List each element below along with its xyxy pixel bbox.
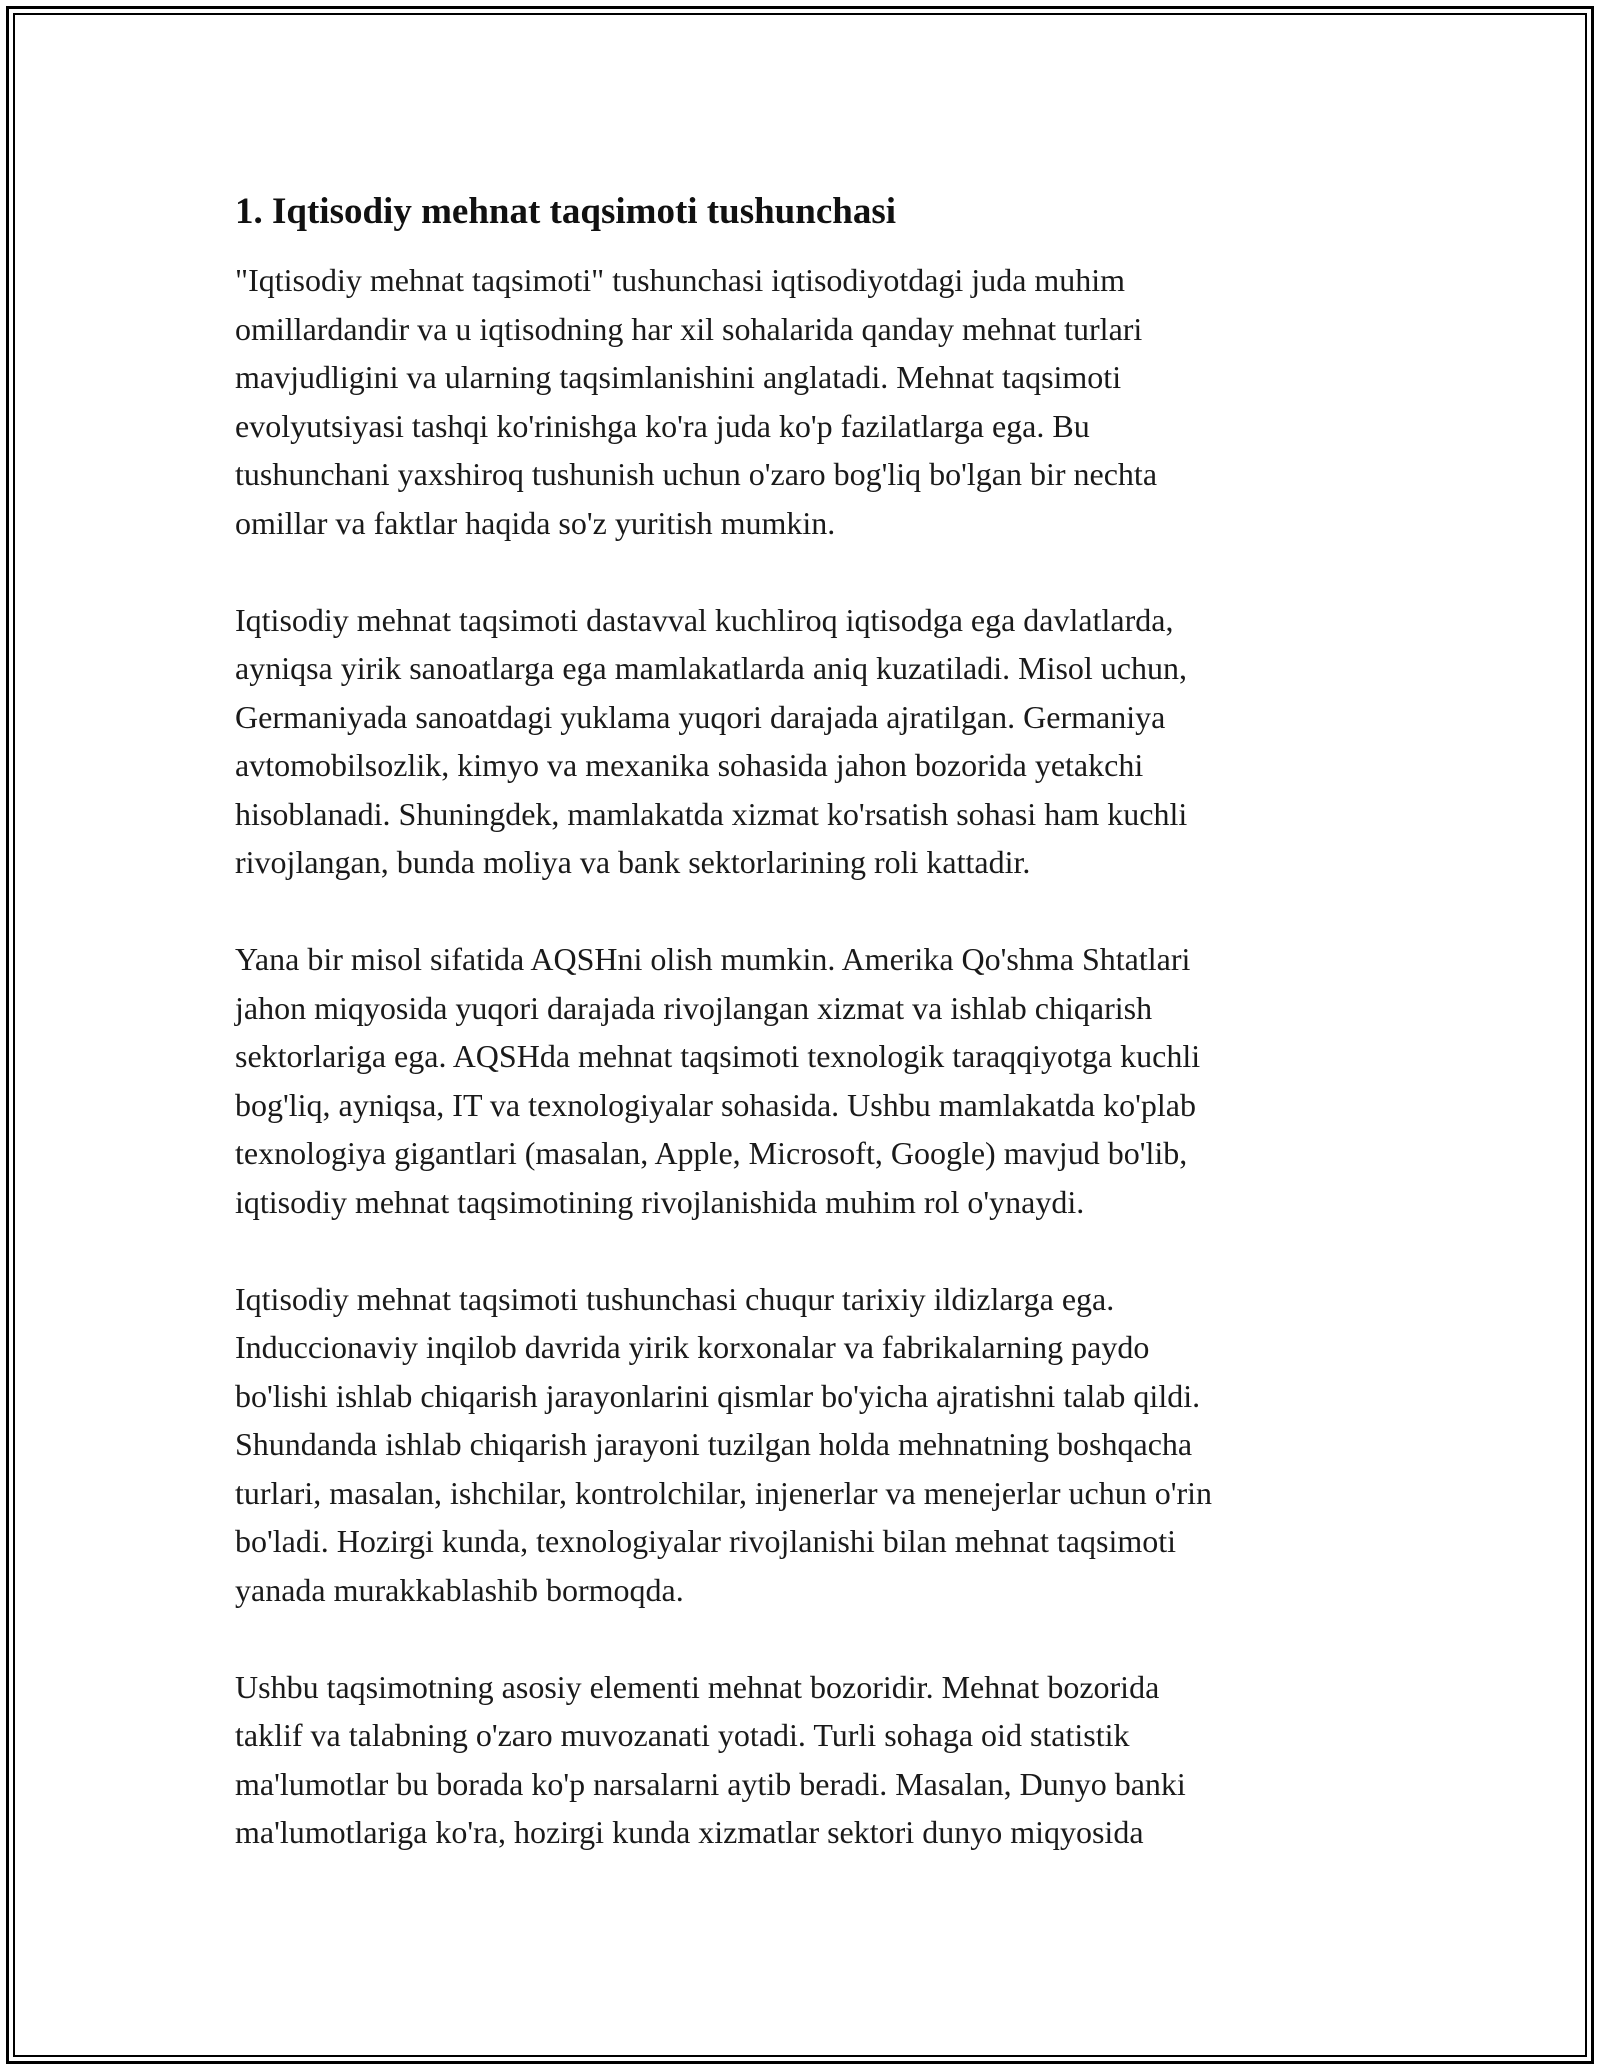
text-line: Germaniyada sanoatdagi yuklama yuqori darajada ajratilgan. Germaniya [235,698,1166,735]
text-line: turlari, masalan, ishchilar, kontrolchilar, injenerlar va menejerlar uchun o'rin [235,1474,1213,1511]
paragraph-2 [235,596,1370,887]
section-heading: 1. Iqtisodiy mehnat taqsimoti tushunchasi [235,191,897,232]
paragraph-4 [235,1275,1370,1615]
text-line: taklif va talabning o'zaro muvozanati yotadi. Turli sohaga oid statistik [235,1717,1130,1753]
text-line: ma'lumotlar bu borada ko'p narsalarni aytib beradi. Masalan, Dunyo banki [235,1765,1186,1802]
text-line: bog'liq, ayniqsa, IT va texnologiyalar sohasida. Ushbu mamlakatda ko'plab [235,1086,1196,1123]
text-line: ayniqsa yirik sanoatlarga ega mamlakatlarda aniq kuzatiladi. Misol uchun, [235,650,1187,686]
text-line: Ushbu taqsimotning asosiy elementi mehnat bozoridir. Mehnat bozorida [235,1668,1160,1705]
text-line: omillar va faktlar haqida so'z yuritish mumkin. [235,504,836,541]
text-line: Shundanda ishlab chiqarish jarayoni tuzilgan holda mehnatning boshqacha [235,1426,1193,1462]
text-line: jahon miqyosida yuqori darajada rivojlangan xizmat va ishlab chiqarish [235,989,1153,1026]
text-line: evolyutsiyasi tashqi ko'rinishga ko'ra juda ko'p fazilatlarga ega. Bu [235,407,1090,444]
text-line: hisoblanadi. Shuningdek, mamlakatda xizmat ko'rsatish sohasi ham kuchli [235,795,1188,832]
text-line: tushunchani yaxshiroq tushunish uchun o'zaro bog'liq bo'lgan bir nechta [235,456,1158,492]
text-line: sektorlariga ega. AQSHda mehnat taqsimoti texnologik taraqqiyotga kuchli [235,1038,1201,1074]
text-line: bo'ladi. Hozirgi kunda, texnologiyalar rivojlanishi bilan mehnat taqsimoti [235,1523,1176,1559]
paragraph-3 [235,935,1370,1226]
paragraph-5 [235,1663,1370,1857]
text-line: texnologiya gigantlari (masalan, Apple, Microsoft, Google) mavjud bo'lib, [235,1135,1188,1171]
document-body [235,188,1370,1905]
text-line: mavjudligini va ularning taqsimlanishini anglatadi. Mehnat taqsimoti [235,359,1122,395]
text-line: ma'lumotlariga ko'ra, hozirgi kunda xizmatlar sektori dunyo miqyosida [235,1814,1144,1850]
text-line: rivojlangan, bunda moliya va bank sektorlarining roli kattadir. [235,844,1031,880]
text-line: Yana bir misol sifatida AQSHni olish mumkin. Amerika Qo'shma Shtatlari [235,941,1191,977]
text-line: avtomobilsozlik, kimyo va mexanika sohasida jahon bozorida yetakchi [235,747,1144,783]
text-line: "Iqtisodiy mehnat taqsimoti" tushunchasi iqtisodiyotdagi juda muhim [235,262,1126,298]
text-line: omillardandir va u iqtisodning har xil sohalarida qanday mehnat turlari [235,310,1143,347]
text-line: yanada murakkablashib bormoqda. [235,1571,684,1608]
text-line: Induccionaviy inqilob davrida yirik korxonalar va fabrikalarning paydo [235,1329,1150,1365]
text-line: Iqtisodiy mehnat taqsimoti tushunchasi chuqur tarixiy ildizlarga ega. [235,1280,1115,1317]
text-line: iqtisodiy mehnat taqsimotining rivojlanishida muhim rol o'ynaydi. [235,1183,1085,1220]
paragraph-1 [235,256,1370,547]
text-line: Iqtisodiy mehnat taqsimoti dastavval kuchliroq iqtisodga ega davlatlarda, [235,601,1174,638]
text-line: bo'lishi ishlab chiqarish jarayonlarini qismlar bo'yicha ajratishni talab qildi. [235,1377,1201,1414]
